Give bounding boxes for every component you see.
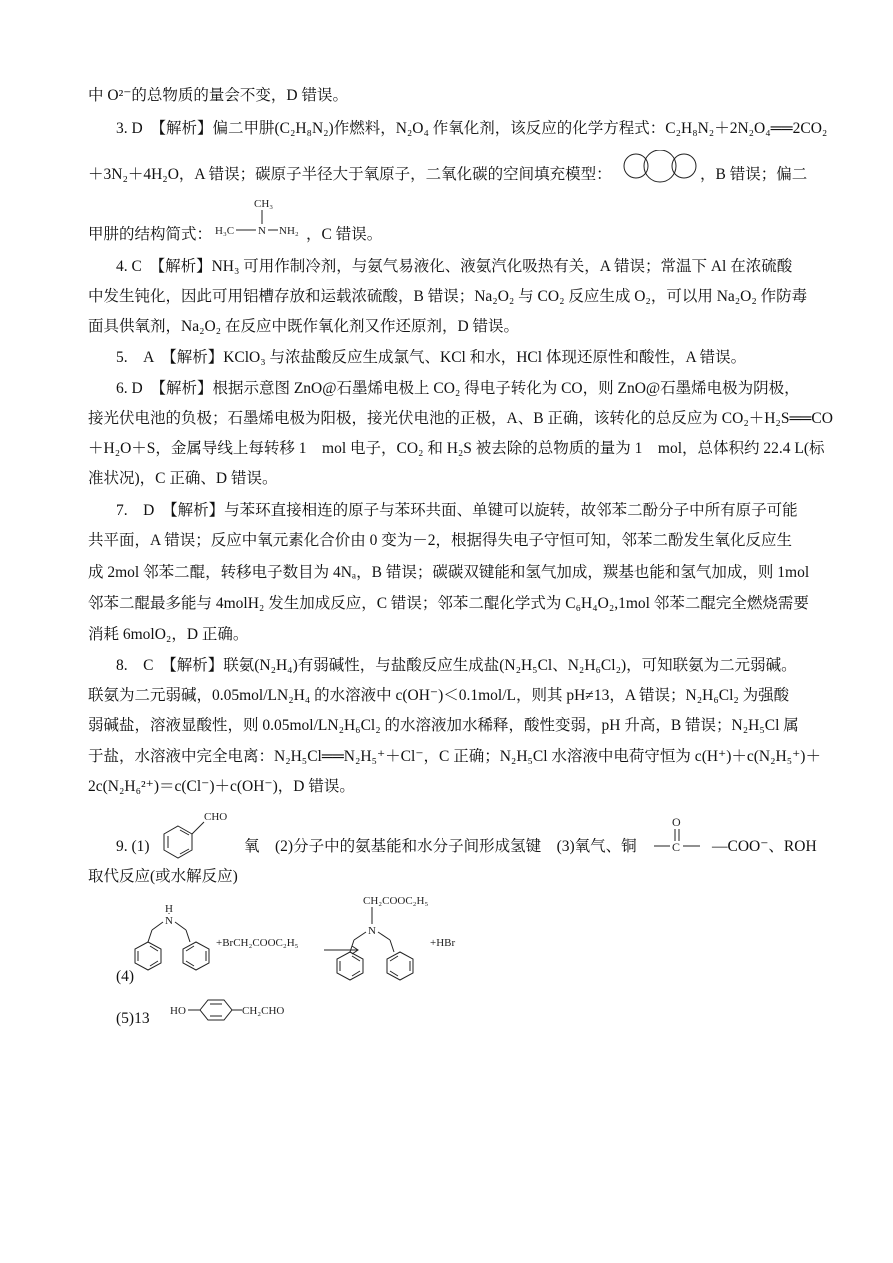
bromoacetate-reagent-label: +BrCH₂COOC₂H₅ bbox=[216, 937, 299, 949]
benzaldehyde-structure bbox=[158, 806, 238, 862]
cho-label: CHO bbox=[204, 811, 228, 823]
answer-9-line-2: 取代反应(或水解反应) bbox=[88, 868, 238, 885]
answer-9-part-2: 氧 (2)分子中的氨基能和水分子间形成氢键 (3)氧气、铜 bbox=[244, 838, 637, 855]
answer-3-line-2b: ，B 错误；偏二 bbox=[700, 166, 808, 183]
answer-7-line-5: 消耗 6molO₂，D 正确。 bbox=[88, 626, 249, 643]
answer-6-line-3: ＋H₂O＋S，金属导线上每转移 1 mol 电子，CO₂ 和 H₂S 被去除的总物质的量为 1 mol，总体积约 22.4 L(标 bbox=[88, 440, 825, 457]
hbr-label: +HBr bbox=[430, 937, 456, 949]
answer-8-line-5: 2c(N₂H₆²⁺)＝c(Cl⁻)＋c(OH⁻)，D 错误。 bbox=[88, 778, 355, 795]
answer-3-line-1: 3. D 【解析】偏二甲肼(C₂H₈N₂)作燃料，N₂O₄ 作氧化剂，该反应的化学方程式：C₂H₈N₂＋2N₂O₄══2CO₂ bbox=[116, 120, 828, 137]
product-n-label: N bbox=[368, 925, 376, 937]
ester-substituent-label: CH₂COOC₂H₅ bbox=[363, 895, 429, 907]
carbonyl-o-label: O bbox=[672, 815, 681, 829]
nh2-label: NH₂ bbox=[279, 225, 299, 237]
answer-3-line-3b: ，C 错误。 bbox=[306, 226, 383, 243]
answer-9-part-1: 9. (1) bbox=[116, 838, 150, 855]
answer-6-line-1: 6. D 【解析】根据示意图 ZnO@石墨烯电极上 CO₂ 得电子转化为 CO，则 ZnO@石墨烯电极为阴极， bbox=[116, 380, 800, 397]
answer-9-part-3: —COO⁻、ROH bbox=[712, 838, 817, 855]
answer-4-line-3: 面具供氧剂，Na₂O₂ 在反应中既作氧化剂又作还原剂，D 错误。 bbox=[88, 318, 520, 335]
answer-6-line-2: 接光伏电池的负极；石墨烯电极为阳极，接光伏电池的正极，A、B 正确，该转化的总反应为 CO₂＋H₂S══CO bbox=[88, 410, 833, 427]
answer-8-line-1: 8. C 【解析】联氨(N₂H₄)有弱碱性，与盐酸反应生成盐(N₂H₅Cl、N₂H₆Cl₂)，可知联氨为二元弱碱。 bbox=[116, 657, 797, 674]
substitution-reaction-scheme bbox=[118, 890, 538, 1000]
h3c-label: H₃C bbox=[215, 225, 235, 237]
carbonyl-c-label: C bbox=[672, 840, 681, 854]
answer-7-line-4: 邻苯二醌最多能与 4molH₂ 发生加成反应，C 错误；邻苯二醌化学式为 C₆H₄O₂,1mol 邻苯二醌完全燃烧需要 bbox=[88, 595, 809, 612]
answer-9-part-5-label: (5)13 bbox=[116, 1010, 150, 1027]
unsymmetrical-dimethylhydrazine-structure bbox=[212, 196, 304, 242]
answer-7-line-1: 7. D 【解析】与苯环直接相连的原子与苯环共面、单键可以旋转，故邻苯二酚分子中所有原子可能 bbox=[116, 502, 798, 519]
answer-4-line-1: 4. C 【解析】NH₃ 可用作制冷剂，与氨气易液化、液氨汽化吸热有关，A 错误；常温下 Al 在浓硫酸 bbox=[116, 258, 793, 275]
methyl-label: CH₃ bbox=[254, 198, 274, 210]
answer-8-line-2: 联氨为二元弱碱，0.05mol/LN₂H₄ 的水溶液中 c(OH⁻)＜0.1mol/L，则其 pH≠13，A 错误；N₂H₆Cl₂ 为强酸 bbox=[88, 687, 790, 704]
answer-9-part-4-label: (4) bbox=[116, 968, 135, 985]
carbonyl-group-structure bbox=[648, 814, 708, 858]
answer-5-line-1: 5. A 【解析】KClO₃ 与浓盐酸反应生成氯气、KCl 和水，HCl 体现还原性和酸性，A 错误。 bbox=[116, 349, 747, 366]
answer-3-line-3a: 甲肼的结构简式： bbox=[88, 226, 213, 243]
co2-space-filling-model bbox=[622, 150, 698, 184]
answer-7-line-3: 成 2mol 邻苯二醌，转移电子数目为 4Nₐ，B 错误；碳碳双键能和氢气加成，羰基也能和氢气加成，则 1mol bbox=[88, 564, 810, 581]
answer-3-line-2a: ＋3N₂＋4H₂O，A 错误；碳原子半径大于氧原子，二氧化碳的空间填充模型： bbox=[88, 166, 612, 183]
answer-4-line-2: 中发生钝化，因此可用铝槽存放和运载浓硫酸，B 错误；Na₂O₂ 与 CO₂ 反应生成 O₂，可以用 Na₂O₂ 作防毒 bbox=[88, 288, 808, 305]
ho-label: HO bbox=[170, 1005, 186, 1017]
hydroxyphenylacetaldehyde-structure bbox=[168, 996, 308, 1030]
ch2cho-label: CH₂CHO bbox=[242, 1005, 285, 1017]
answer-7-line-2: 共平面，A 错误；反应中氧元素化合价由 0 变为－2，根据得失电子守恒可知，邻苯二酚发生氧化反应生 bbox=[88, 532, 792, 549]
text-line: 中 O²⁻的总物质的量会不变，D 错误。 bbox=[88, 87, 348, 104]
answer-8-line-4: 于盐，水溶液中完全电离：N₂H₅Cl══N₂H₅⁺＋Cl⁻，C 正确；N₂H₅Cl 水溶液中电荷守恒为 c(H⁺)＋c(N₂H₅⁺)＋ bbox=[88, 748, 821, 765]
amine-n-label: N bbox=[165, 915, 173, 927]
answer-8-line-3: 弱碱盐，溶液显酸性，则 0.05mol/LN₂H₆Cl₂ 的水溶液加水稀释，酸性变弱，pH 升高，B 错误；N₂H₅Cl 属 bbox=[88, 717, 799, 734]
nh-h-label: H bbox=[165, 903, 173, 915]
n-label: N bbox=[258, 225, 266, 237]
answer-6-line-4: 准状况)，C 正确、D 错误。 bbox=[88, 470, 278, 487]
